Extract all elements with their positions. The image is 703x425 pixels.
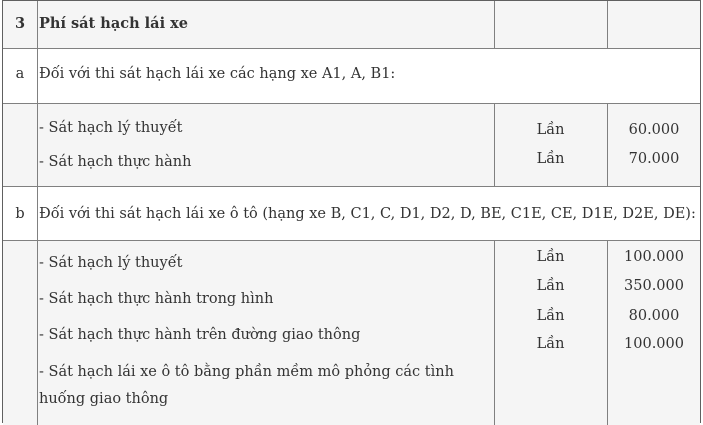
list-item-unit: Lần (536, 336, 565, 352)
list-item-price: 100.000 (624, 336, 684, 352)
section-header-row (3, 1, 700, 48)
list-item-label: - Sát hạch thực hành trên đường giao thông (39, 327, 361, 343)
list-item-price: 70.000 (628, 151, 680, 167)
list-item-price: 100.000 (624, 249, 684, 265)
group-a-heading-row (3, 48, 700, 104)
section-title: Phí sát hạch lái xe (39, 15, 188, 32)
list-item-unit: Lần (536, 151, 565, 167)
list-item-label: - Sát hạch lý thuyết (39, 120, 183, 136)
list-item-price: 350.000 (624, 278, 684, 294)
group-a-letter: a (15, 66, 25, 82)
list-item-unit: Lần (536, 122, 565, 138)
list-item-unit: Lần (536, 308, 565, 324)
group-b-items-row (3, 240, 700, 425)
list-item-unit: Lần (536, 278, 565, 294)
fee-table (2, 0, 701, 423)
list-item-unit: Lần (536, 249, 565, 265)
list-item-label: - Sát hạch thực hành (39, 154, 192, 170)
list-item-label: - Sát hạch lý thuyết (39, 255, 183, 271)
list-item-price: 80.000 (628, 308, 680, 324)
list-item-price: 60.000 (628, 122, 680, 138)
group-b-letter: b (15, 206, 25, 222)
group-a-items-row (3, 103, 700, 187)
group-b-heading: Đối với thi sát hạch lái xe ô tô (hạng xe B, C1, C, D1, D2, D, BE, C1E, CE, D1E, D2E, DE): (39, 206, 696, 222)
group-a-heading: Đối với thi sát hạch lái xe các hạng xe A1, A, B1: (39, 66, 396, 82)
section-number: 3 (14, 15, 26, 32)
group-b-heading-row (3, 186, 700, 241)
list-item-label: - Sát hạch lái xe ô tô bằng phần mềm mô phỏng các tình huống giao thông (39, 364, 454, 407)
list-item-label: - Sát hạch thực hành trong hình (39, 291, 274, 307)
